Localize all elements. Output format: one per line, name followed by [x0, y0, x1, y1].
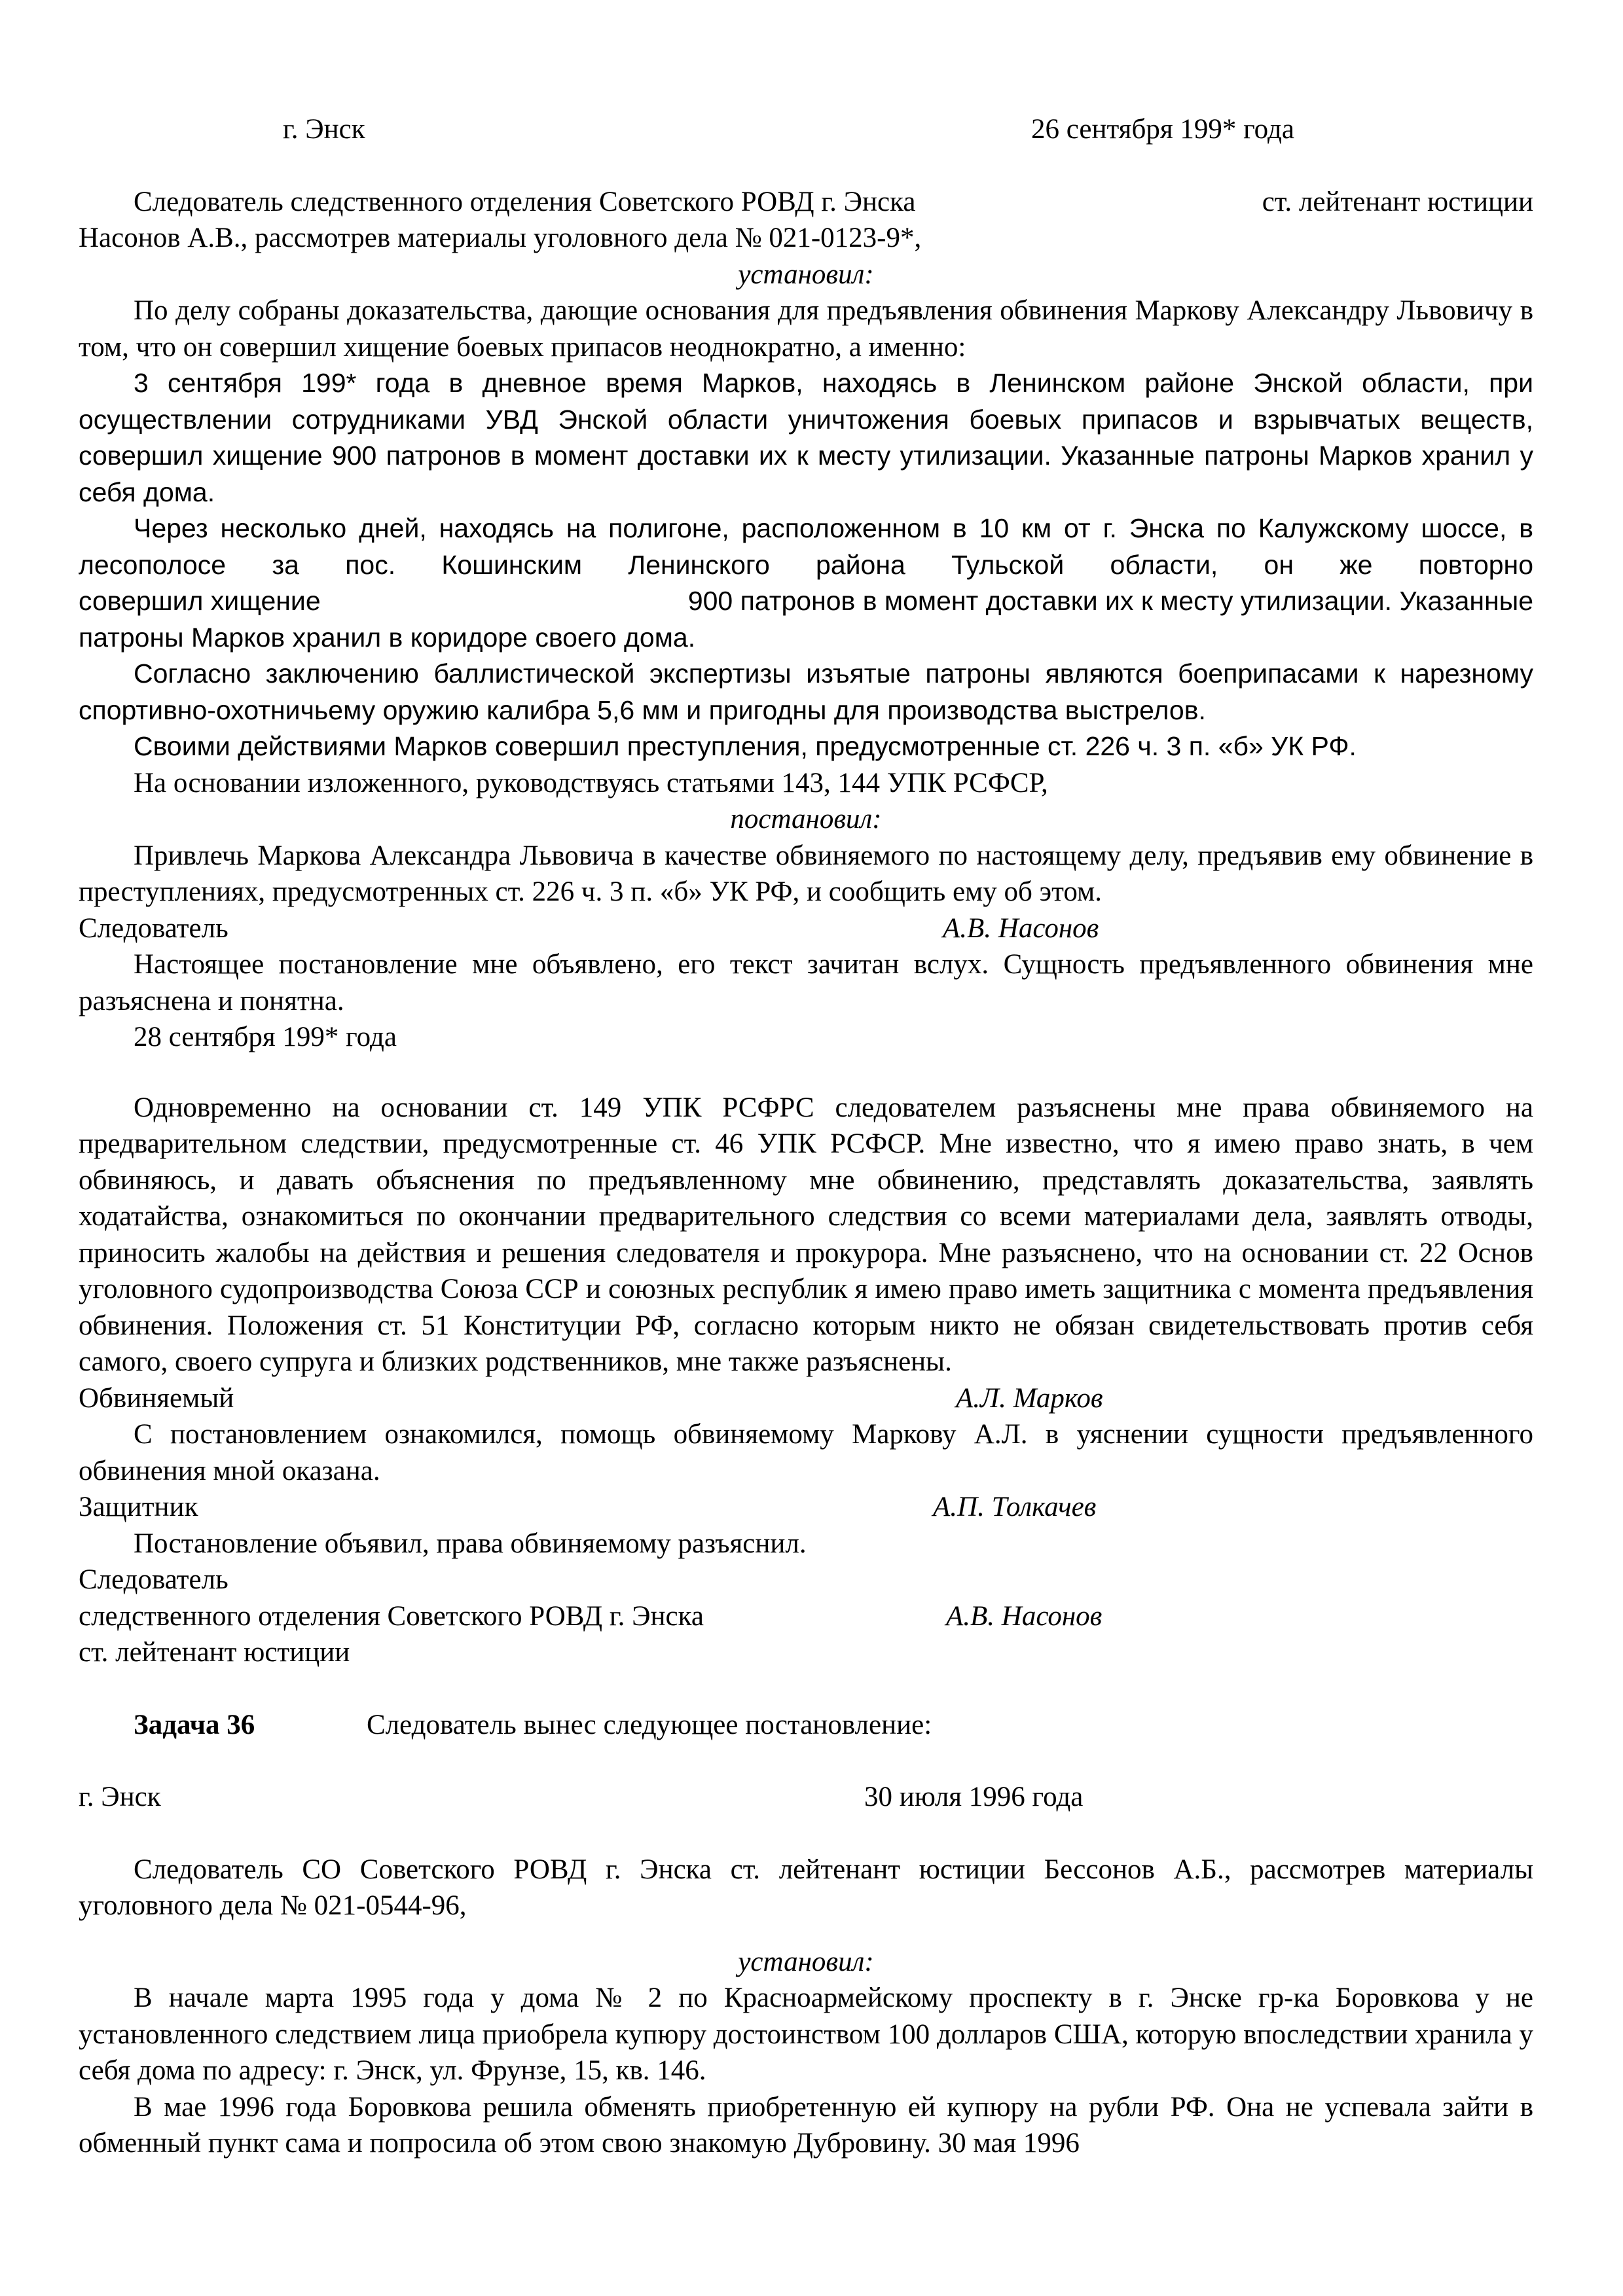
task-text: Следователь вынес следующее постановление:	[367, 1709, 932, 1740]
basis-paragraph: На основании изложенного, руководствуясь статьями 143, 144 УПК РСФСР,	[134, 767, 1048, 798]
final-signature-row	[79, 1598, 1533, 1635]
accused-signature-label: Обвиняемый	[79, 1382, 234, 1414]
evidence-paragraph: По делу собраны доказательства, дающие основания для предъявления обвинения Маркову Александру Львовичу в том, что он совершил хищение боевых припасов неоднократно, а именно:	[79, 295, 1533, 363]
investigator-signature-label: Следователь	[79, 912, 228, 944]
final-signature-title: Следователь	[79, 1564, 228, 1595]
accused-signature-row	[79, 1380, 1533, 1417]
task-header-date: 30 июля 1996 года	[864, 1782, 1084, 1812]
task-header-city: г. Энск	[79, 1782, 161, 1812]
document-page	[79, 111, 1533, 2162]
resolved-heading: постановил:	[730, 804, 882, 834]
episode-2-split-a: совершил хищение	[79, 586, 321, 616]
header-row	[79, 111, 1533, 148]
header-city: г. Энск	[283, 114, 365, 145]
intro-line-2: Насонов А.В., рассмотрев материалы уголовного дела № 021-0123-9*,	[79, 223, 922, 253]
task-header-row	[79, 1779, 1533, 1816]
accused-signature-name: А.Л. Марков	[956, 1382, 1103, 1414]
final-signature-unit: следственного отделения Советского РОВД г. Энска	[79, 1600, 704, 1632]
task-label: Задача 36	[134, 1709, 255, 1740]
ballistic-paragraph: Согласно заключению баллистической экспертизы изъятые патроны являются боеприпасами к нарезному спортивно-охотничьему оружию калибра 5,6 мм и пригодны для производства выстрелов.	[79, 658, 1533, 725]
episode-2-split-line	[79, 583, 1533, 620]
rights-paragraph: Одновременно на основании ст. 149 УПК РСФРС следователем разъяснены мне права обвиняемого на предварительном следствии, предусмотренные ст. 46 УПК РСФСР. Мне известно, что я имею право знать, в чем обвиняюсь, и давать объяснения по предъявленному мне обвинению, представлять доказательства, заявлять ходатайства, ознакомиться по окончании предварительного следствия со всеми материалами дела, заявлять отводы, приносить жалобы на действия и решения следователя и прокурора. Мне разъяснено, что на основании ст. 22 Основ уголовного судопроизводства Союза ССР и союзных республик я имею право иметь защитника с момента предъявления обвинения. Положения ст. 51 Конституции РФ, согласно которым никто не обязан свидетельствовать против себя самого, своего супруга и близких родственников, мне также разъяснены.	[79, 1092, 1533, 1377]
episode-2-paragraph-end: патроны Марков хранил в коридоре своего дома.	[79, 622, 696, 653]
intro-line-1	[79, 184, 1533, 221]
actions-paragraph: Своими действиями Марков совершил преступления, предусмотренные ст. 226 ч. 3 п. «б» УК РФ.	[134, 731, 1357, 761]
defender-signature-row	[79, 1489, 1533, 1526]
announced-rights-paragraph: Постановление объявил, права обвиняемому разъяснил.	[134, 1528, 807, 1559]
task-may-paragraph: В мае 1996 года Боровкова решила обменять приобретенную ей купюру на рубли РФ. Она не успевала зайти в обменный пункт сама и попросила об этом свою знакомую Дубровину. 30 мая 1996	[79, 2091, 1533, 2159]
intro-investigator-rank: ст. лейтенант юстиции	[1262, 186, 1533, 217]
announced-paragraph: Настоящее постановление мне объявлено, его текст зачитан вслух. Сущность предъявленного обвинения мне разъяснена и понятна.	[79, 949, 1533, 1016]
episode-1-paragraph: 3 сентября 199* года в дневное время Марков, находясь в Ленинском районе Энской области, при осуществлении сотрудниками УВД Энской области уничтожения боевых припасов и взрывчатых веществ, совершил хищение 900 патронов в момент доставки их к месту утилизации. Указанные патроны Марков хранил у себя дома.	[79, 368, 1533, 507]
defender-signature-name: А.П. Толкачев	[933, 1492, 1097, 1522]
task-established-heading: установил:	[738, 1946, 874, 1977]
involve-paragraph: Привлечь Маркова Александра Львовича в качестве обвиняемого по настоящему делу, предъявив ему обвинение в преступлениях, предусмотренных ст. 226 ч. 3 п. «б» УК РФ, и сообщить ему об этом.	[79, 840, 1533, 907]
task-heading-row	[79, 1707, 1533, 1744]
defender-paragraph: С постановлением ознакомился, помощь обвиняемому Маркову А.Л. в уяснении сущности предъявленного обвинения мной оказана.	[79, 1419, 1533, 1486]
intro-investigator-unit: Следователь следственного отделения Советского РОВД г. Энска	[134, 186, 916, 217]
investigator-signature-name: А.В. Насонов	[943, 912, 1099, 944]
final-signature-rank: ст. лейтенант юстиции	[79, 1637, 350, 1668]
task-march-paragraph: В начале марта 1995 года у дома № 2 по Красноармейскому проспекту в г. Энске гр-ка Боровкова у не установленного следствием лица приобрела купюру достоинством 100 долларов США, которую впоследствии хранила у себя дома по адресу: г. Энск, ул. Фрунзе, 15, кв. 146.	[79, 1982, 1533, 2086]
investigator-signature-row	[79, 910, 1533, 947]
final-signature-name: А.В. Насонов	[946, 1600, 1103, 1632]
header-date: 26 сентября 199* года	[1031, 114, 1294, 145]
episode-2-split-b: 900 патронов в момент доставки их к месту утилизации. Указанные	[687, 586, 1533, 616]
task-intro-paragraph: Следователь СО Советского РОВД г. Энска ст. лейтенант юстиции Бессонов А.Б., рассмотрев материалы уголовного дела № 021-0544-96,	[79, 1854, 1533, 1921]
defender-signature-label: Защитник	[79, 1492, 198, 1522]
episode-2-paragraph-start: Через несколько дней, находясь на полигоне, расположенном в 10 км от г. Энска по Калужскому шоссе, в лесополосе за пос. Кошинским Ленинского района Тульской области, он же повторно	[79, 513, 1533, 580]
established-heading: установил:	[738, 259, 874, 290]
announced-date: 28 сентября 199* года	[134, 1022, 397, 1052]
